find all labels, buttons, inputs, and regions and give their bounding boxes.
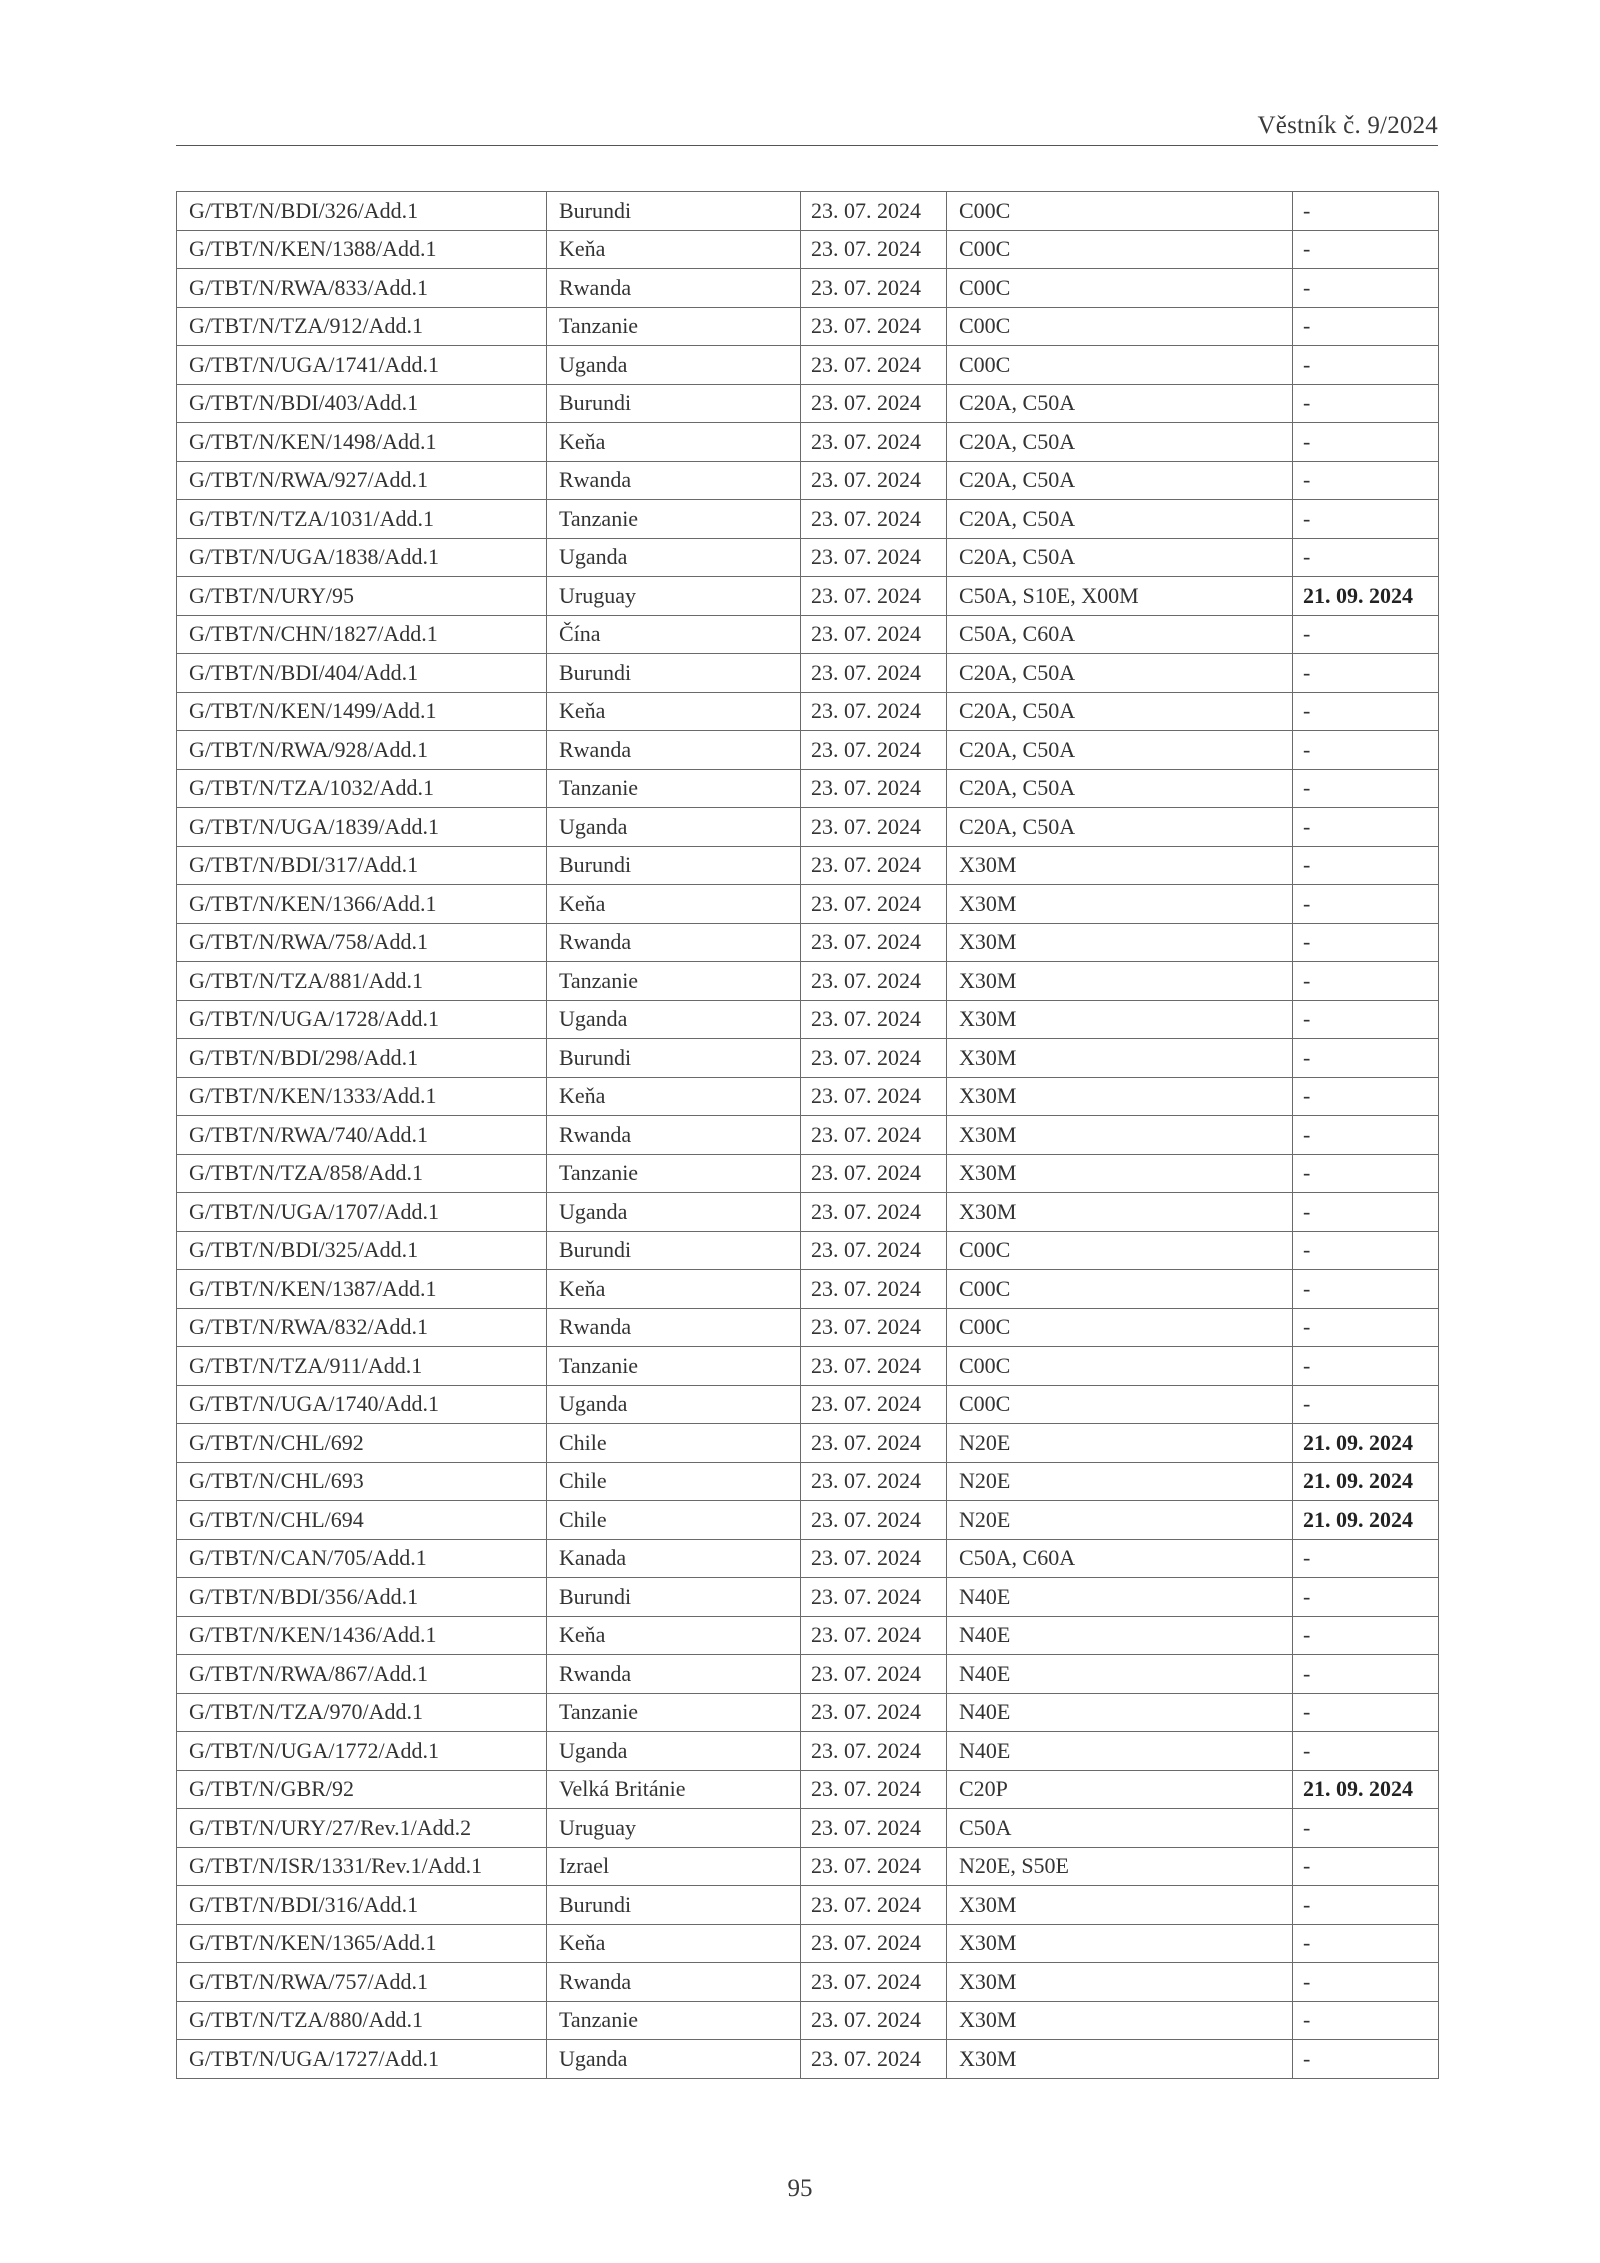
table-row [177,1308,1439,1347]
date-cell: 23. 07. 2024 [801,769,947,808]
date-cell: 23. 07. 2024 [801,731,947,770]
classification-codes-cell: N40E [947,1655,1293,1694]
notification-symbol-cell: G/TBT/N/TZA/858/Add.1 [177,1154,547,1193]
table-row [177,923,1439,962]
date-cell: 23. 07. 2024 [801,1308,947,1347]
notification-symbol-cell: G/TBT/N/KEN/1388/Add.1 [177,230,547,269]
notification-symbol-cell: G/TBT/N/UGA/1839/Add.1 [177,808,547,847]
table-row [177,1693,1439,1732]
notifications-table-body [177,192,1439,2079]
date-cell: 23. 07. 2024 [801,692,947,731]
table-row [177,1193,1439,1232]
classification-codes-cell: C00C [947,1308,1293,1347]
country-cell: Keňa [547,1924,801,1963]
notification-symbol-cell: G/TBT/N/TZA/880/Add.1 [177,2001,547,2040]
comment-deadline-cell: - [1293,1385,1439,1424]
classification-codes-cell: X30M [947,1077,1293,1116]
country-cell: Burundi [547,1886,801,1925]
bulletin-header-title: Věstník č. 9/2024 [1257,112,1438,139]
notifications-table [176,191,1439,2079]
notification-symbol-cell: G/TBT/N/CHL/692 [177,1424,547,1463]
comment-deadline-cell: - [1293,615,1439,654]
table-row [177,846,1439,885]
notification-symbol-cell: G/TBT/N/RWA/928/Add.1 [177,731,547,770]
date-cell: 23. 07. 2024 [801,1539,947,1578]
notification-symbol-cell: G/TBT/N/UGA/1772/Add.1 [177,1732,547,1771]
date-cell: 23. 07. 2024 [801,1000,947,1039]
notification-symbol-cell: G/TBT/N/RWA/832/Add.1 [177,1308,547,1347]
table-row [177,307,1439,346]
comment-deadline-cell: 21. 09. 2024 [1293,1770,1439,1809]
notification-symbol-cell: G/TBT/N/UGA/1727/Add.1 [177,2040,547,2079]
country-cell: Burundi [547,1039,801,1078]
classification-codes-cell: C00C [947,192,1293,231]
country-cell: Uganda [547,1000,801,1039]
table-row [177,1886,1439,1925]
notification-symbol-cell: G/TBT/N/UGA/1728/Add.1 [177,1000,547,1039]
comment-deadline-cell: - [1293,538,1439,577]
date-cell: 23. 07. 2024 [801,962,947,1001]
comment-deadline-cell: - [1293,692,1439,731]
date-cell: 23. 07. 2024 [801,192,947,231]
country-cell: Uruguay [547,1809,801,1848]
notification-symbol-cell: G/TBT/N/UGA/1838/Add.1 [177,538,547,577]
classification-codes-cell: X30M [947,1000,1293,1039]
date-cell: 23. 07. 2024 [801,1154,947,1193]
table-row [177,1154,1439,1193]
notification-symbol-cell: G/TBT/N/BDI/356/Add.1 [177,1578,547,1617]
classification-codes-cell: C20A, C50A [947,769,1293,808]
classification-codes-cell: N40E [947,1693,1293,1732]
table-row [177,1347,1439,1386]
classification-codes-cell: X30M [947,2001,1293,2040]
notification-symbol-cell: G/TBT/N/RWA/757/Add.1 [177,1963,547,2002]
table-row [177,1424,1439,1463]
table-row [177,269,1439,308]
table-row [177,1924,1439,1963]
country-cell: Uganda [547,1385,801,1424]
country-cell: Chile [547,1424,801,1463]
table-row [177,1270,1439,1309]
comment-deadline-cell: - [1293,384,1439,423]
date-cell: 23. 07. 2024 [801,1578,947,1617]
country-cell: Tanzanie [547,962,801,1001]
classification-codes-cell: N40E [947,1616,1293,1655]
notification-symbol-cell: G/TBT/N/BDI/404/Add.1 [177,654,547,693]
notification-symbol-cell: G/TBT/N/KEN/1498/Add.1 [177,423,547,462]
country-cell: Rwanda [547,1308,801,1347]
notification-symbol-cell: G/TBT/N/UGA/1741/Add.1 [177,346,547,385]
notification-symbol-cell: G/TBT/N/TZA/970/Add.1 [177,1693,547,1732]
date-cell: 23. 07. 2024 [801,808,947,847]
notification-symbol-cell: G/TBT/N/KEN/1387/Add.1 [177,1270,547,1309]
classification-codes-cell: C00C [947,346,1293,385]
date-cell: 23. 07. 2024 [801,423,947,462]
notification-symbol-cell: G/TBT/N/KEN/1436/Add.1 [177,1616,547,1655]
table-row [177,1963,1439,2002]
table-row [177,1732,1439,1771]
comment-deadline-cell: - [1293,1616,1439,1655]
comment-deadline-cell: - [1293,1000,1439,1039]
country-cell: Burundi [547,1578,801,1617]
date-cell: 23. 07. 2024 [801,2001,947,2040]
country-cell: Uganda [547,346,801,385]
comment-deadline-cell: - [1293,2001,1439,2040]
date-cell: 23. 07. 2024 [801,1077,947,1116]
date-cell: 23. 07. 2024 [801,1270,947,1309]
date-cell: 23. 07. 2024 [801,2040,947,2079]
date-cell: 23. 07. 2024 [801,1732,947,1771]
notification-symbol-cell: G/TBT/N/CHL/693 [177,1462,547,1501]
comment-deadline-cell: - [1293,808,1439,847]
table-row [177,1077,1439,1116]
table-row [177,1501,1439,1540]
notification-symbol-cell: G/TBT/N/CAN/705/Add.1 [177,1539,547,1578]
country-cell: Burundi [547,654,801,693]
table-row [177,769,1439,808]
table-row [177,731,1439,770]
table-row [177,577,1439,616]
comment-deadline-cell: - [1293,230,1439,269]
table-row [177,192,1439,231]
notification-symbol-cell: G/TBT/N/UGA/1740/Add.1 [177,1385,547,1424]
table-row [177,346,1439,385]
country-cell: Uruguay [547,577,801,616]
date-cell: 23. 07. 2024 [801,500,947,539]
table-row [177,1616,1439,1655]
notification-symbol-cell: G/TBT/N/KEN/1499/Add.1 [177,692,547,731]
notification-symbol-cell: G/TBT/N/BDI/326/Add.1 [177,192,547,231]
classification-codes-cell: X30M [947,1116,1293,1155]
comment-deadline-cell: - [1293,500,1439,539]
notification-symbol-cell: G/TBT/N/CHL/694 [177,1501,547,1540]
table-row [177,962,1439,1001]
classification-codes-cell: C20A, C50A [947,808,1293,847]
date-cell: 23. 07. 2024 [801,1231,947,1270]
classification-codes-cell: X30M [947,962,1293,1001]
classification-codes-cell: N20E [947,1424,1293,1463]
table-row [177,1578,1439,1617]
date-cell: 23. 07. 2024 [801,461,947,500]
comment-deadline-cell: - [1293,885,1439,924]
table-row [177,885,1439,924]
comment-deadline-cell: - [1293,2040,1439,2079]
comment-deadline-cell: - [1293,846,1439,885]
table-row [177,615,1439,654]
country-cell: Burundi [547,846,801,885]
country-cell: Tanzanie [547,307,801,346]
classification-codes-cell: C00C [947,307,1293,346]
country-cell: Tanzanie [547,1693,801,1732]
country-cell: Uganda [547,1732,801,1771]
country-cell: Uganda [547,808,801,847]
classification-codes-cell: X30M [947,1154,1293,1193]
classification-codes-cell: N40E [947,1578,1293,1617]
notification-symbol-cell: G/TBT/N/BDI/317/Add.1 [177,846,547,885]
table-row [177,1809,1439,1848]
table-row [177,461,1439,500]
date-cell: 23. 07. 2024 [801,577,947,616]
country-cell: Keňa [547,1077,801,1116]
country-cell: Keňa [547,230,801,269]
date-cell: 23. 07. 2024 [801,1385,947,1424]
notification-symbol-cell: G/TBT/N/CHN/1827/Add.1 [177,615,547,654]
table-row [177,230,1439,269]
comment-deadline-cell: - [1293,1077,1439,1116]
comment-deadline-cell: 21. 09. 2024 [1293,1424,1439,1463]
date-cell: 23. 07. 2024 [801,1116,947,1155]
notification-symbol-cell: G/TBT/N/TZA/911/Add.1 [177,1347,547,1386]
classification-codes-cell: X30M [947,885,1293,924]
date-cell: 23. 07. 2024 [801,1886,947,1925]
comment-deadline-cell: - [1293,423,1439,462]
comment-deadline-cell: - [1293,769,1439,808]
comment-deadline-cell: - [1293,1539,1439,1578]
comment-deadline-cell: - [1293,731,1439,770]
date-cell: 23. 07. 2024 [801,846,947,885]
table-row [177,1000,1439,1039]
classification-codes-cell: C20A, C50A [947,538,1293,577]
country-cell: Keňa [547,423,801,462]
comment-deadline-cell: - [1293,1347,1439,1386]
notification-symbol-cell: G/TBT/N/BDI/316/Add.1 [177,1886,547,1925]
notification-symbol-cell: G/TBT/N/RWA/833/Add.1 [177,269,547,308]
country-cell: Keňa [547,885,801,924]
date-cell: 23. 07. 2024 [801,538,947,577]
table-row [177,538,1439,577]
notification-symbol-cell: G/TBT/N/KEN/1365/Add.1 [177,1924,547,1963]
classification-codes-cell: X30M [947,1886,1293,1925]
date-cell: 23. 07. 2024 [801,885,947,924]
comment-deadline-cell: - [1293,307,1439,346]
table-row [177,808,1439,847]
table-row [177,1385,1439,1424]
comment-deadline-cell: - [1293,1963,1439,2002]
country-cell: Velká Británie [547,1770,801,1809]
classification-codes-cell: X30M [947,1924,1293,1963]
comment-deadline-cell: 21. 09. 2024 [1293,1501,1439,1540]
country-cell: Rwanda [547,269,801,308]
country-cell: Burundi [547,1231,801,1270]
date-cell: 23. 07. 2024 [801,1924,947,1963]
table-row [177,654,1439,693]
date-cell: 23. 07. 2024 [801,384,947,423]
classification-codes-cell: C00C [947,1347,1293,1386]
notification-symbol-cell: G/TBT/N/UGA/1707/Add.1 [177,1193,547,1232]
date-cell: 23. 07. 2024 [801,346,947,385]
date-cell: 23. 07. 2024 [801,1039,947,1078]
date-cell: 23. 07. 2024 [801,615,947,654]
table-row [177,1655,1439,1694]
classification-codes-cell: C20A, C50A [947,384,1293,423]
classification-codes-cell: C50A, S10E, X00M [947,577,1293,616]
comment-deadline-cell: - [1293,1270,1439,1309]
comment-deadline-cell: - [1293,1193,1439,1232]
country-cell: Rwanda [547,1116,801,1155]
comment-deadline-cell: - [1293,1886,1439,1925]
country-cell: Tanzanie [547,500,801,539]
table-row [177,1116,1439,1155]
comment-deadline-cell: 21. 09. 2024 [1293,577,1439,616]
table-row [177,1770,1439,1809]
notification-symbol-cell: G/TBT/N/GBR/92 [177,1770,547,1809]
classification-codes-cell: C20A, C50A [947,500,1293,539]
comment-deadline-cell: - [1293,1578,1439,1617]
classification-codes-cell: C50A, C60A [947,1539,1293,1578]
country-cell: Uganda [547,538,801,577]
date-cell: 23. 07. 2024 [801,230,947,269]
notification-symbol-cell: G/TBT/N/TZA/912/Add.1 [177,307,547,346]
date-cell: 23. 07. 2024 [801,1501,947,1540]
classification-codes-cell: X30M [947,1193,1293,1232]
table-row [177,384,1439,423]
notification-symbol-cell: G/TBT/N/ISR/1331/Rev.1/Add.1 [177,1847,547,1886]
classification-codes-cell: C50A [947,1809,1293,1848]
country-cell: Izrael [547,1847,801,1886]
comment-deadline-cell: - [1293,923,1439,962]
classification-codes-cell: C20A, C50A [947,423,1293,462]
country-cell: Burundi [547,192,801,231]
comment-deadline-cell: - [1293,962,1439,1001]
table-row [177,1231,1439,1270]
comment-deadline-cell: 21. 09. 2024 [1293,1462,1439,1501]
notification-symbol-cell: G/TBT/N/TZA/1032/Add.1 [177,769,547,808]
comment-deadline-cell: - [1293,1231,1439,1270]
table-row [177,423,1439,462]
date-cell: 23. 07. 2024 [801,1193,947,1232]
country-cell: Tanzanie [547,769,801,808]
classification-codes-cell: N20E, S50E [947,1847,1293,1886]
classification-codes-cell: C20A, C50A [947,731,1293,770]
comment-deadline-cell: - [1293,1039,1439,1078]
country-cell: Tanzanie [547,1347,801,1386]
comment-deadline-cell: - [1293,346,1439,385]
country-cell: Keňa [547,692,801,731]
country-cell: Rwanda [547,461,801,500]
comment-deadline-cell: - [1293,1693,1439,1732]
comment-deadline-cell: - [1293,654,1439,693]
classification-codes-cell: X30M [947,1039,1293,1078]
date-cell: 23. 07. 2024 [801,1809,947,1848]
comment-deadline-cell: - [1293,1154,1439,1193]
country-cell: Tanzanie [547,2001,801,2040]
notification-symbol-cell: G/TBT/N/BDI/325/Add.1 [177,1231,547,1270]
comment-deadline-cell: - [1293,269,1439,308]
country-cell: Keňa [547,1616,801,1655]
classification-codes-cell: X30M [947,846,1293,885]
classification-codes-cell: C00C [947,1270,1293,1309]
country-cell: Chile [547,1462,801,1501]
classification-codes-cell: C20P [947,1770,1293,1809]
country-cell: Rwanda [547,1655,801,1694]
date-cell: 23. 07. 2024 [801,1847,947,1886]
date-cell: 23. 07. 2024 [801,1963,947,2002]
classification-codes-cell: C00C [947,1231,1293,1270]
country-cell: Rwanda [547,923,801,962]
table-row [177,500,1439,539]
date-cell: 23. 07. 2024 [801,1655,947,1694]
notification-symbol-cell: G/TBT/N/KEN/1366/Add.1 [177,885,547,924]
country-cell: Rwanda [547,1963,801,2002]
country-cell: Chile [547,1501,801,1540]
table-row [177,692,1439,731]
notification-symbol-cell: G/TBT/N/RWA/927/Add.1 [177,461,547,500]
comment-deadline-cell: - [1293,1809,1439,1848]
comment-deadline-cell: - [1293,1116,1439,1155]
classification-codes-cell: C00C [947,269,1293,308]
country-cell: Keňa [547,1270,801,1309]
notification-symbol-cell: G/TBT/N/URY/95 [177,577,547,616]
notification-symbol-cell: G/TBT/N/RWA/867/Add.1 [177,1655,547,1694]
comment-deadline-cell: - [1293,1655,1439,1694]
notification-symbol-cell: G/TBT/N/URY/27/Rev.1/Add.2 [177,1809,547,1848]
notification-symbol-cell: G/TBT/N/RWA/740/Add.1 [177,1116,547,1155]
table-row [177,1039,1439,1078]
country-cell: Kanada [547,1539,801,1578]
classification-codes-cell: C00C [947,230,1293,269]
country-cell: Tanzanie [547,1154,801,1193]
classification-codes-cell: C20A, C50A [947,461,1293,500]
date-cell: 23. 07. 2024 [801,1462,947,1501]
comment-deadline-cell: - [1293,1732,1439,1771]
classification-codes-cell: N40E [947,1732,1293,1771]
date-cell: 23. 07. 2024 [801,307,947,346]
country-cell: Burundi [547,384,801,423]
country-cell: Rwanda [547,731,801,770]
classification-codes-cell: C20A, C50A [947,654,1293,693]
notification-symbol-cell: G/TBT/N/BDI/403/Add.1 [177,384,547,423]
date-cell: 23. 07. 2024 [801,1424,947,1463]
classification-codes-cell: N20E [947,1462,1293,1501]
classification-codes-cell: X30M [947,1963,1293,2002]
table-row [177,2040,1439,2079]
date-cell: 23. 07. 2024 [801,1693,947,1732]
table-row [177,1539,1439,1578]
notification-symbol-cell: G/TBT/N/RWA/758/Add.1 [177,923,547,962]
date-cell: 23. 07. 2024 [801,269,947,308]
comment-deadline-cell: - [1293,1924,1439,1963]
classification-codes-cell: N20E [947,1501,1293,1540]
page-number: 95 [787,2175,813,2202]
classification-codes-cell: C50A, C60A [947,615,1293,654]
country-cell: Čína [547,615,801,654]
date-cell: 23. 07. 2024 [801,923,947,962]
notification-symbol-cell: G/TBT/N/BDI/298/Add.1 [177,1039,547,1078]
table-row [177,1847,1439,1886]
comment-deadline-cell: - [1293,1308,1439,1347]
date-cell: 23. 07. 2024 [801,654,947,693]
table-row [177,1462,1439,1501]
date-cell: 23. 07. 2024 [801,1347,947,1386]
comment-deadline-cell: - [1293,461,1439,500]
classification-codes-cell: C20A, C50A [947,692,1293,731]
country-cell: Uganda [547,2040,801,2079]
classification-codes-cell: C00C [947,1385,1293,1424]
comment-deadline-cell: - [1293,1847,1439,1886]
notification-symbol-cell: G/TBT/N/TZA/881/Add.1 [177,962,547,1001]
country-cell: Uganda [547,1193,801,1232]
table-row [177,2001,1439,2040]
date-cell: 23. 07. 2024 [801,1616,947,1655]
header-divider [176,145,1438,146]
notification-symbol-cell: G/TBT/N/KEN/1333/Add.1 [177,1077,547,1116]
date-cell: 23. 07. 2024 [801,1770,947,1809]
classification-codes-cell: X30M [947,2040,1293,2079]
classification-codes-cell: X30M [947,923,1293,962]
comment-deadline-cell: - [1293,192,1439,231]
notification-symbol-cell: G/TBT/N/TZA/1031/Add.1 [177,500,547,539]
